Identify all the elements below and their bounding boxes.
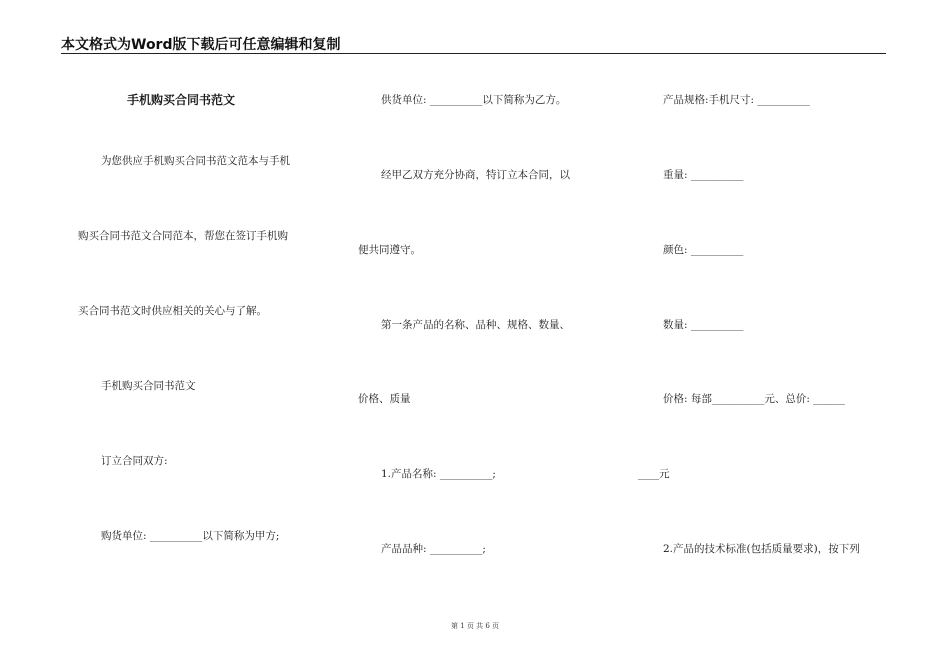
page-number: 第 1 页 共 6 页 [450,622,500,630]
intro-line-1: 为您供应手机购买合同书范文范本与手机 [101,155,290,167]
product-name-line: 1.产品名称: __________; [381,468,496,480]
document-banner: 本文格式为Word版下载后可任意编辑和复制 [61,37,341,53]
color-line: 颜色: __________ [663,244,744,256]
spec-line: 产品规格:手机尺寸: __________ [663,94,810,106]
section-subtitle: 手机购买合同书范文 [101,380,196,392]
header-rule [61,53,886,54]
supplier-line: 供货单位: __________以下简称为乙方。 [381,94,567,106]
price-line: 价格: 每部__________元、总价: ______ [663,393,845,405]
parties-heading: 订立合同双方: [101,455,168,467]
article1-line-2: 价格、质量 [358,393,411,405]
buyer-line: 购货单位: __________以下简称为甲方; [101,530,280,542]
article1-line-1: 第一条产品的名称、品种、规格、数量、 [381,319,570,331]
consult-line-2: 便共同遵守。 [358,244,421,256]
standard-line: 2.产品的技术标准(包括质量要求)，按下列 [663,543,860,555]
price-tail-line: ____元 [638,468,670,480]
consult-line-1: 经甲乙双方充分协商，特订立本合同，以 [381,169,570,181]
intro-line-2: 购买合同书范文合同范本，帮您在签订手机购 [78,230,288,242]
quantity-line: 数量: __________ [663,319,744,331]
weight-line: 重量: __________ [663,169,744,181]
product-variety-line: 产品品种: __________; [381,543,486,555]
intro-line-3: 买合同书范文时供应相关的关心与了解。 [78,305,267,317]
document-title: 手机购买合同书范文 [127,93,236,107]
